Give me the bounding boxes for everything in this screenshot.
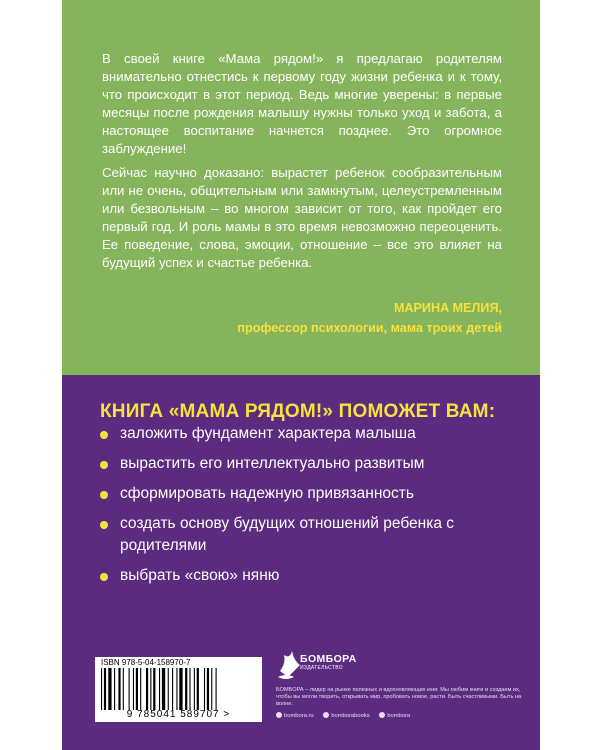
list-item-text: сформировать надежную привязанность [120, 485, 414, 502]
bullet-icon [100, 491, 108, 499]
bullet-icon [100, 461, 108, 469]
isbn-label: ISBN 978-5-04-158970-7 [101, 658, 191, 667]
author-signature [237, 298, 502, 338]
list-item-text: выбрать «свою» няню [120, 567, 280, 584]
intro-paragraph-2: Сейчас научно доказано: вырастет ребенок сообразительным или не очень, общительным или замкнутым, целеустремленным или безвольным – во многом зависит от того, как пройдет его первый год. И роль мамы в это время невозможно переоценить. Ее поведение, слова, эмоции, отношение – все это влияет на будущий успех и счастье ребенка. [102, 165, 502, 270]
author-name: МАРИНА МЕЛИЯ, [393, 301, 502, 315]
list-item-text: создать основу будущих отношений ребенка с родителями [120, 515, 455, 554]
book-back-cover [62, 0, 540, 750]
annotation-panel [62, 0, 540, 375]
publisher-links [276, 712, 418, 719]
publisher-brand: БОМБОРА [300, 653, 357, 665]
list-item-text: вырастить его интеллектуально развитым [120, 455, 425, 472]
barcode-bars-icon [99, 668, 258, 710]
bullet-icon [100, 573, 108, 581]
social-link-2[interactable]: bombora [379, 713, 410, 719]
publisher-subtitle: ИЗДАТЕЛЬСТВО [300, 665, 343, 671]
list-item [98, 565, 498, 587]
globe-icon [276, 712, 282, 718]
list-item-text: заложить фундамент характера малыша [120, 425, 416, 442]
telegram-icon [379, 712, 385, 718]
list-item [98, 423, 498, 445]
publisher-description: БОМБОРА – лидер на рынке полезных и вдохновляющих книг. Мы любим книги и создаем их, чтобы вы могли творить, открывать мир, пробовать новое, расти. Быть счастливыми. Быть на волне. [276, 687, 522, 708]
bullet-icon [100, 521, 108, 529]
site-link[interactable]: bombora.ru [276, 713, 314, 719]
benefits-list [98, 415, 498, 587]
benefits-heading: КНИГА «МАМА РЯДОМ!» ПОМОЖЕТ ВАМ: [100, 401, 496, 422]
list-item [98, 483, 498, 505]
social-link-1[interactable]: bomborabooks [323, 713, 369, 719]
barcode-digits: 9 785041 589707 > [126, 709, 231, 720]
vk-icon [323, 712, 329, 718]
bullet-icon [100, 431, 108, 439]
list-item [98, 453, 498, 475]
intro-paragraph-1: В своей книге «Мама рядом!» я предлагаю родителям внимательно отнестись к первому году жизни ребенка и к тому, что происходит в этот период. Ведь многие уверены: в первые месяцы после рождения малышу нужны только уход и забота, а настоящее воспитание начнется позднее. Это огромное заблуждение! [102, 51, 502, 156]
barcode [95, 657, 262, 722]
author-title: профессор психологии, мама троих детей [237, 321, 502, 335]
list-item [98, 513, 498, 557]
